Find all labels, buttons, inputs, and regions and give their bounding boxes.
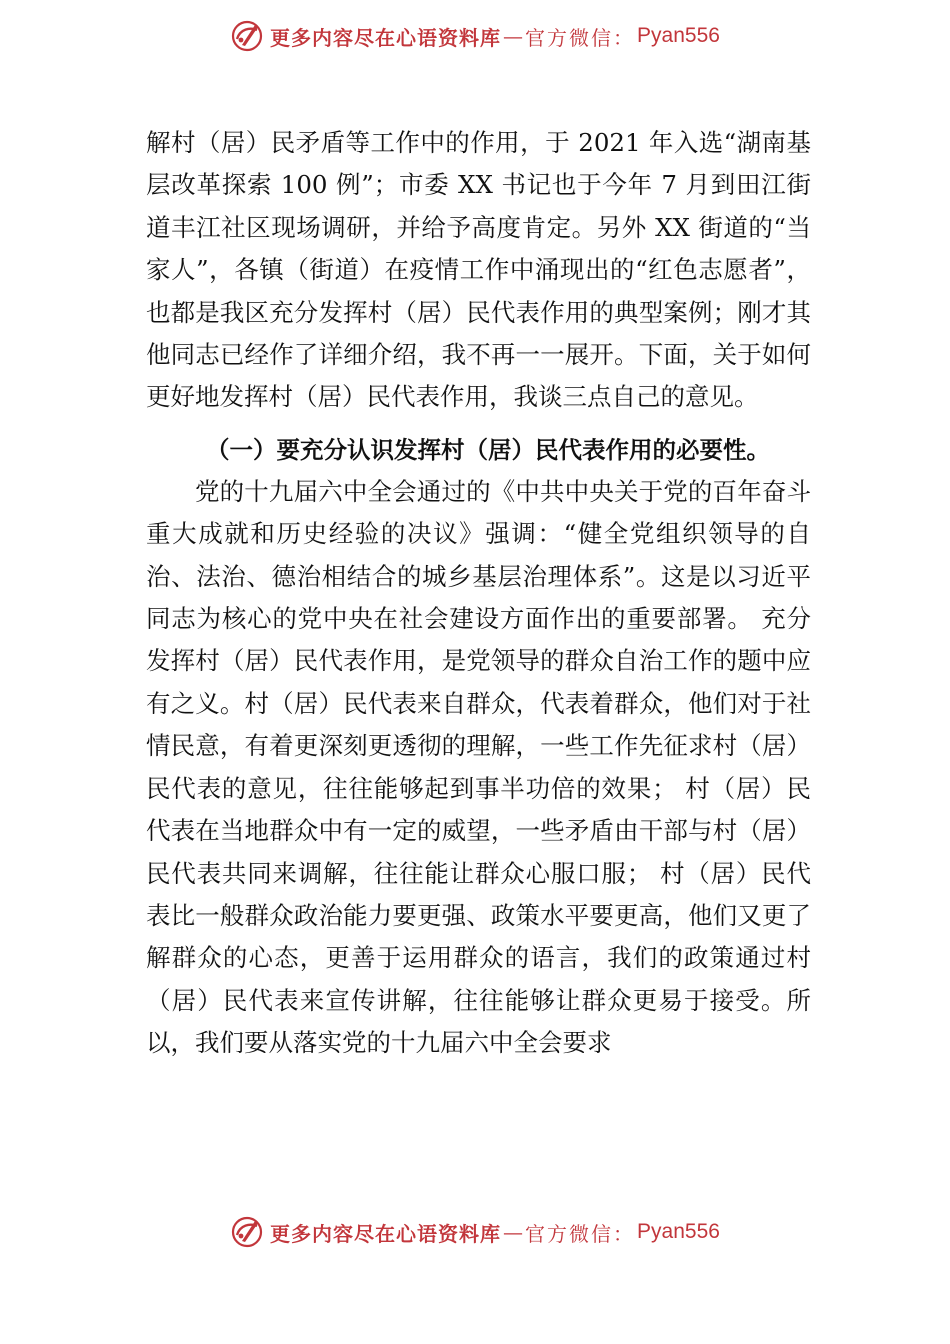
banner-wechat-id: Pyan556 — [637, 24, 720, 47]
document-body — [146, 122, 811, 1065]
banner-separator: — — [503, 24, 524, 48]
logo-icon — [230, 19, 264, 53]
logo-icon — [230, 1215, 264, 1249]
body-paragraph-1: 解村（居）民矛盾等工作中的作用，于 2021 年入选“湖南基层改革探索 100 例”；市委 XX 书记也于今年 7 月到田江街道丰江社区现场调研，并给予高度肯定。另外 XX 街道的“当家人”，各镇（街道）在疫情工作中涌现出的“红色志愿者”，也都是我区充分发挥村（居）民代表作用的典型案例；刚才其他同志已经作了详细介绍，我不再一一展开。下面，关于如何更好地发挥村（居）民代表作用，我谈三点自己的意见。 — [146, 128, 811, 412]
header-watermark-banner — [0, 16, 950, 56]
banner-wechat-id: Pyan556 — [637, 1220, 720, 1243]
banner-wechat-label: 官方微信： — [525, 1221, 636, 1246]
banner-separator: — — [503, 1220, 524, 1244]
banner-text: 更多内容尽在心语资料库 — [270, 1221, 502, 1246]
body-paragraph-2: 党的十九届六中全会通过的《中共中央关于党的百年奋斗重大成就和历史经验的决议》强调：“健全党组织领导的自治、法治、德治相结合的城乡基层治理体系”。这是以习近平同志为核心的党中央在社会建设方面作出的重要部署。 充分发挥村（居）民代表作用，是党领导的群众自治工作的题中应有之义。村（居）民代表来自群众，代表着群众，他们对于社情民意，有着更深刻更透彻的理解，一些工作先征求村（居）民代表的意见，往往能够起到事半功倍的效果； 村（居）民代表在当地群众中有一定的威望，一些矛盾由干部与村（居）民代表共同来调解，往往能让群众心服口服； 村（居）民代表比一般群众政治能力要更强、政策水平要更高，他们又更了解群众的心态，更善于运用群众的语言，我们的政策通过村（居）民代表来宣传讲解，往往能够让群众更易于接受。所以，我们要从落实党的十九届六中全会要求 — [146, 476, 811, 1058]
footer-watermark-banner — [0, 1212, 950, 1252]
banner-text: 更多内容尽在心语资料库 — [270, 25, 502, 50]
banner-wechat-label: 官方微信： — [525, 25, 636, 50]
section-heading: （一）要充分认识发挥村（居）民代表作用的必要性。 — [206, 435, 770, 464]
